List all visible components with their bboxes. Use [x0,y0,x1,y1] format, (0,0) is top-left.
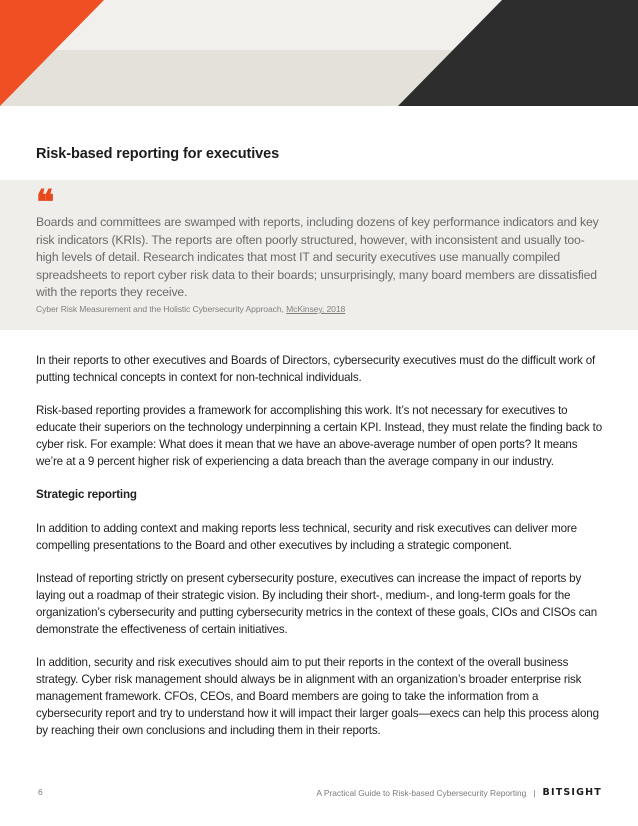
paragraph: In their reports to other executives and Boards of Directors, cybersecurity executives must do the difficult work of putting technical concepts in context for non-technical individuals. [36,354,596,384]
header-banner [0,0,638,106]
quote-source-link[interactable]: McKinsey, 2018 [286,304,346,314]
subheading: Strategic reporting [36,488,137,501]
quote-source [36,303,602,315]
quote-mark-icon: ❝ [36,183,55,223]
quote-source-text: Cyber Risk Measurement and the Holistic Cybersecurity Approach, [36,304,284,314]
footer-right [316,787,602,798]
paragraph: Instead of reporting strictly on present cybersecurity posture, executives can increase the impact of reports by laying out a roadmap of their strategic vision. By including their short-, medium-, and long-term goals for the organization’s cybersecurity and putting cybersecurity metrics in the context of these goals, CIOs and CISOs can demonstrate the effectiveness of certain initiatives. [36,572,598,636]
body-text [36,352,604,755]
paragraph: In addition to adding context and making reports less technical, security and risk executives can deliver more compelling presentations to the Board and other executives by including a strategic component. [36,522,577,552]
header-graphic [0,0,638,106]
footer-doc-title: A Practical Guide to Risk-based Cybersecurity Reporting [316,787,527,798]
footer-separator: | [533,787,536,798]
section-title: Risk-based reporting for executives [36,146,280,162]
paragraph: Risk-based reporting provides a framework for accomplishing this work. It’s not necessary for executives to educate their superiors on the technology underpinning a certain KPI. Instead, they must relate the finding back to cyber risk. For example: What does it mean that we have an above-average number of open ports? It means we’re at a 9 percent higher risk of experiencing a data breach than the average company in our industry. [36,404,603,468]
page-number: 6 [38,787,43,797]
pull-quote-text: Boards and committees are swamped with reports, including dozens of key performance indicators and key risk indicators (KRIs). The reports are often poorly structured, however, with inconsistent and usually too-high levels of detail. Research indicates that most IT and security executives use manually compiled spreadsheets to report cyber risk data to their boards; unsurprisingly, many board members are dissatisfied with the reports they receive. [36,215,599,299]
page-footer [36,787,602,801]
paragraph: In addition, security and risk executives should aim to put their reports in the context of the overall business strategy. Cyber risk management should always be in alignment with an organization’s broader enterprise risk management framework. CFOs, CEOs, and Board members are going to take the information from a cybersecurity report and try to understand how it will impact their larger goals—execs can help this process along by reaching their own conclusions and including them in their reports. [36,656,599,737]
brand-logo: BITSIGHT [542,787,602,798]
